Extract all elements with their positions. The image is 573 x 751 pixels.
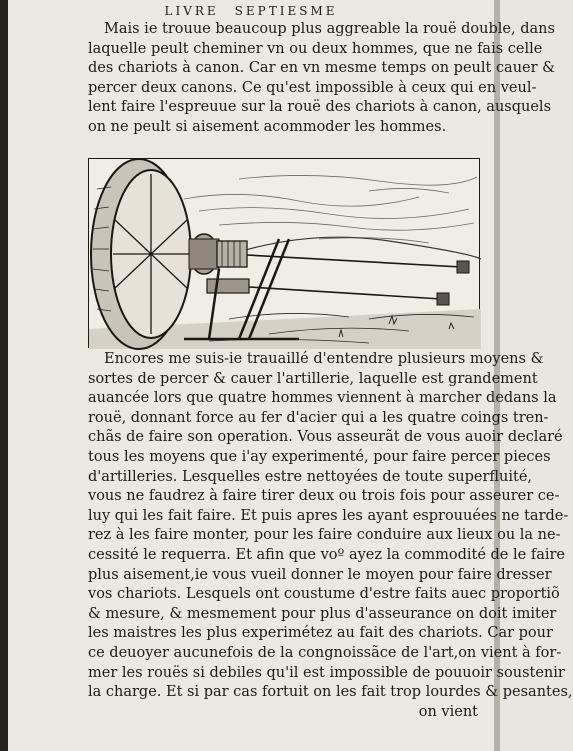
header-word-livre: LIVRE	[164, 4, 219, 18]
text-line: percer deux canons. Ce qu'est impossible à ceux qui en veul-	[88, 79, 537, 96]
text-line: Encores me suis-ie trauaillé d'entendre plusieurs moyens &	[104, 351, 544, 367]
text-line: chãs de faire son operation. Vous asseurãt de vous auoir declaré	[88, 429, 563, 446]
text-line: tous les moyens que i'ay experimenté, pour faire percer pieces	[88, 448, 551, 465]
text-line: d'artilleries. Lesquelles estre nettoyées de toute superfluité,	[88, 468, 533, 485]
text-line: ce deuoyer aucunefois de la congnoissãce de l'art,on vient à for-	[88, 644, 562, 661]
woodcut-illustration	[88, 158, 480, 348]
bottom-paragraph	[88, 350, 573, 722]
text-line: les maistres les plus experimétez au fait des chariots. Car pour	[88, 625, 553, 642]
text-line: la charge. Et si par cas fortuit on les fait trop lourdes & pesantes,	[88, 684, 573, 701]
text-line: plus aisement,ie vous vueil donner le moyen pour faire dresser	[88, 566, 552, 583]
top-paragraph	[88, 20, 556, 138]
text-line: lent faire l'espreuue sur la rouë des chariots à canon, ausquels	[88, 99, 552, 116]
text-line: Mais ie trouue beaucoup plus aggreable la rouë double, dans	[104, 21, 555, 37]
text-line: luy qui les fait faire. Et puis apres les ayant esprouuées ne tarde-	[88, 507, 569, 524]
text-line: cessité le requerra. Et afin que voº ayez la commodité de le faire	[88, 546, 565, 563]
text-line: vos chariots. Lesquels ont coustume d'estre faits auec proportiõ	[88, 586, 560, 603]
text-line: des chariots à canon. Car en vn mesme temps on peult cauer &	[88, 60, 556, 77]
treadwheel-boring-machine-image	[89, 159, 481, 349]
text-line: rouë, donnant force au fer d'acier qui a les quatre coings tren-	[88, 409, 549, 426]
text-line: on ne peult si aisement acommoder les hommes.	[88, 118, 447, 135]
text-line: rez à les faire monter, pour les faire conduire aux lieux ou la ne-	[88, 527, 561, 544]
text-line: laquelle peult cheminer vn ou deux hommes, que ne fais celle	[88, 40, 543, 57]
header-word-septiesme: SEPTIESME	[234, 4, 338, 18]
text-line: & mesure, & mesmement pour plus d'asseurance on doit imiter	[88, 605, 557, 622]
text-line: auancée lors que quatre hommes viennent à marcher dedans la	[88, 390, 557, 407]
text-line: mer les rouës si debiles qu'il est impossible de pouuoir soustenir	[88, 664, 565, 681]
running-header	[8, 4, 494, 18]
catchword: on vient	[418, 703, 478, 720]
text-line: vous ne faudrez à faire tirer deux ou trois fois pour asseurer ce-	[88, 488, 560, 505]
text-line: sortes de percer & cauer l'artillerie, laquelle est grandement	[88, 370, 538, 387]
